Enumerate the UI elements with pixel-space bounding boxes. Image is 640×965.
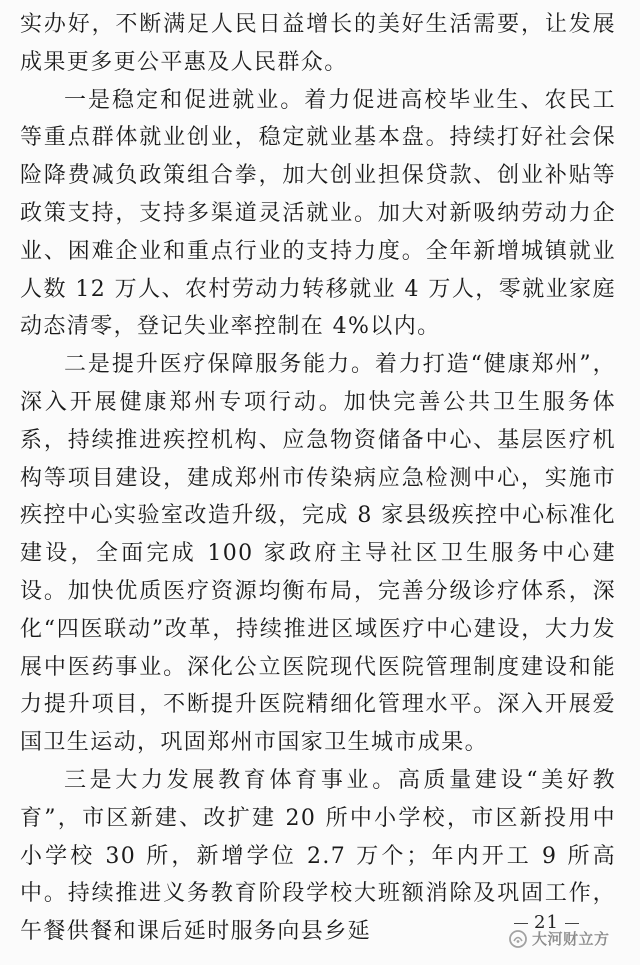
- paragraph-intro-continued: 实办好，不断满足人民日益增长的美好生活需要，让发展成果更多更公平惠及人民群众。: [20, 12, 616, 75]
- paragraph-healthcare: 二是提升医疗保障服务能力。着力打造“健康郑州”，深入开展健康郑州专项行动。加快完善公共卫生服务体系，持续推进疾控机构、应急物资储备中心、基层医疗机构等项目建设，建成郑州市传染病应急检测中心，实施市疾控中心实验室改造升级，完成 8 家县级疾控中心标准化建设，全面完成 100 家政府主导社区卫生服务中心建设。加快优质医疗资源均衡布局，完善分级诊疗体系，深化“四医联动”改革，持续推进区域医疗中心建设，大力发展中医药事业。深化公立医院现代医院管理制度建设和能力提升项目，不断提升医院精细化管理水平。深入开展爱国卫生运动，巩固郑州市国家卫生城市成果。: [20, 352, 616, 756]
- watermark-text: 大河财立方: [532, 930, 610, 948]
- page-number: 21: [514, 912, 579, 933]
- watermark: [508, 928, 610, 949]
- paragraph-employment: 一是稳定和促进就业。着力促进高校毕业生、农民工等重点群体就业创业，稳定就业基本盘。持续打好社会保险降费减负政策组合拳，加大创业担保贷款、创业补贴等政策支持，支持多渠道灵活就业。加大对新吸纳劳动力企业、困难企业和重点行业的支持力度。全年新增城镇就业人数 12 万人、农村劳动力转移就业 4 万人，零就业家庭动态清零，登记失业率控制在 4%以内。: [20, 87, 616, 340]
- document-body: [20, 6, 616, 951]
- wechat-official-account-icon: [508, 929, 528, 949]
- paragraph-education: 三是大力发展教育体育事业。高质量建设“美好教育”，市区新建、改扩建 20 所中小学校，市区新投用中小学校 30 所，新增学位 2.7 万个；年内开工 9 所高中。持续推进义务教育阶段学校大班额消除及巩固工作，午餐供餐和课后延时服务向县乡延: [20, 767, 616, 945]
